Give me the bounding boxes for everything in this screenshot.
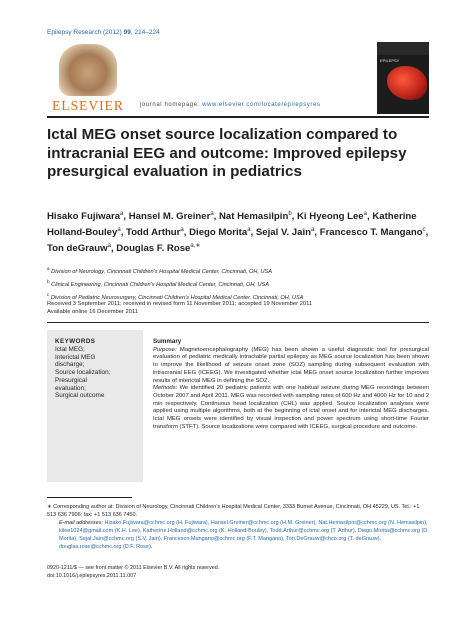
keywords-list	[55, 346, 135, 400]
publisher-logo	[47, 44, 129, 114]
journal-cover-image	[377, 42, 429, 114]
author-separator: ,	[213, 211, 219, 223]
keyword-item: Ictal MEG;	[55, 346, 85, 353]
doi-link[interactable]: doi:10.1016/j.eplepsyres.2011.11.007	[47, 572, 137, 579]
article-history	[47, 300, 429, 316]
author-name[interactable]: Hansel M. Greiner	[128, 211, 211, 223]
author-name[interactable]: Francesco T. Mangano	[319, 227, 423, 239]
author-name[interactable]: Todd Arthur	[126, 227, 181, 239]
cover-header-band	[377, 42, 429, 55]
header-divider	[47, 116, 429, 118]
online-date: Available online 16 December 2011	[47, 309, 138, 315]
author-separator: ,	[123, 211, 129, 223]
brain-image-icon	[387, 66, 427, 100]
author-separator: ,	[110, 243, 117, 255]
author-name[interactable]: Nat Hemasilpin	[219, 211, 289, 223]
keyword-item: Source localization;	[55, 369, 111, 377]
author-list	[47, 208, 429, 256]
affiliation-list	[47, 264, 429, 303]
keyword-item: Surgical outcome	[55, 392, 105, 400]
article-title: Ictal MEG onset source localization compared to intracranial EEG and outcome: Improved epilepsy presurgical evaluation in pediatrics	[47, 126, 407, 180]
affiliation-item: $^b$ Clinical Engineering, Cincinnati Children’s Hospital Medical Center, Cincinnati, OH, USA	[47, 278, 269, 288]
journal-homepage	[140, 102, 321, 108]
journal-volume: 99	[123, 29, 131, 36]
journal-citation-prefix: Epilepsy Research (2012)	[47, 29, 122, 36]
cover-title: EPILEPSY	[380, 58, 400, 63]
author-affiliation-mark: a	[180, 226, 184, 233]
affiliation-item: $^a$ Division of Neurology, Cincinnati Children’s Hospital Medical Center, Cincinnati, OH, USA	[47, 266, 272, 275]
author-separator: ,	[425, 227, 429, 239]
keywords-heading: KEYWORDS	[55, 338, 96, 345]
publisher-logo-text: ELSEVIER	[52, 98, 124, 113]
author-separator: ,	[183, 227, 190, 239]
corresponding-author-note: ∗ Corresponding author at: Division of Neurology, Cincinnati Children’s Hospital Medical Center, 3333 Burnet Avenue, Cincinnati, OH 45229, US. Tel.: +1 513 636 7906; fax: +1 513 636 7450.	[47, 504, 420, 519]
abstract-methods: Methods: We identified 20 pediatric patients with one habitual seizure during MEG recordings between October 2007 and April 2011. MEG was recorded with sampling rates of 600 Hz and 4000 Hz for 10 and 2 min respectively. Continuous head localization (CHL) was applied. Source localization analyses were applied using multiple algorithms, both at the beginning of ictal onset and for interictal MEG discharges. Ictal MEG onsets were identified by visual inspection and power spectrum using short-time Fourier transform (STFT). Source localizations were compared with ICEEG, surgical procedure and outcome.	[153, 385, 429, 430]
author-affiliation-mark: a	[311, 226, 315, 233]
abstract-divider	[47, 322, 429, 323]
email-addresses[interactable]: E-mail addresses: Hisako.Fujiwara@cchmc.org (H. Fujiwara), Hansel.Greiner@cchmc.org (H.M. Greiner), Nat.Hemasilpin@cchmc.org (N. Hemasilpin), kilee1024@gmail.com (K.H. Lee), Katherine.Holland@cchmc.org (K. Holland-Bouley), Todd.Arthur@cchmc.org (T. Arthur), Diego.Morita@cchmc.org (D. Morita), Sejal.Jain@cchmc.org (S.V. Jain), Francesco.Mangano@cchmc.org (F.T. Mangano), Ton.DeGrauw@chco.org (T. deGrauw), douglas.rose@cchmc.org (D.F. Rose).	[59, 520, 429, 551]
author-affiliation-mark: b	[288, 211, 292, 217]
author-separator: ,	[291, 211, 297, 223]
journal-pages: , 214–224	[130, 29, 160, 36]
author-affiliation-mark: a	[120, 211, 124, 217]
homepage-label: journal homepage:	[140, 102, 203, 108]
author-affiliation-mark: a	[210, 211, 214, 217]
author-affiliation-mark: a	[117, 226, 121, 233]
author-affiliation-mark: a,∗	[190, 242, 201, 249]
author-name[interactable]: Sejal V. Jain	[255, 227, 312, 239]
homepage-link[interactable]: www.elsevier.com/locate/epilepsyres	[202, 102, 321, 108]
author-name[interactable]: Ki Hyeong Lee	[297, 211, 364, 223]
tree-icon	[59, 44, 117, 96]
author-name[interactable]: Hisako Fujiwara	[47, 211, 121, 223]
author-name[interactable]: Diego Morita	[189, 227, 248, 239]
received-dates: Received 3 September 2011; received in revised form 11 November 2011; accepted 19 November 2011	[47, 301, 313, 307]
affiliation-item: $^c$ Division of Pediatric Neurosurgery, Cincinnati Children’s Hospital Medical Center, Cincinnati, OH, USA	[47, 291, 304, 301]
footnotes	[47, 503, 429, 552]
author-affiliation-mark: c	[422, 226, 426, 233]
author-affiliation-mark: a	[363, 211, 367, 217]
author-name[interactable]: Ton deGrauw	[47, 243, 108, 255]
summary-heading: Summary	[153, 338, 182, 345]
keyword-item: Presurgical	[55, 376, 87, 384]
abstract-purpose: Purpose: Magnetoencephalography (MEG) has been shown a useful diagnostic tool for presurgical evaluation of pediatric medically intractable partial epilepsy as MEG source localization has been shown to improve the likelihood of seizure onset zone (SOZ) sampling during subsequent evaluation with intracranial EEG (ICEEG). We investigated whether ictal MEG onset source localization further improves results of interictal MEG in defining the SOZ.	[153, 346, 429, 384]
author-separator: ,	[250, 227, 256, 239]
author-affiliation-mark: a	[247, 226, 251, 233]
keyword-item: Interictal MEG	[55, 353, 96, 361]
footnote-divider	[47, 497, 132, 498]
keyword-item: evaluation;	[55, 384, 86, 392]
author-separator: ,	[120, 227, 127, 239]
abstract	[153, 338, 429, 431]
author-separator: ,	[366, 211, 373, 223]
author-name[interactable]: Katherine Holland-Bouley	[47, 211, 417, 239]
copyright-info	[47, 565, 429, 580]
issn-copyright: 0920-1211/$ — see front matter © 2011 Elsevier B.V. All rights reserved.	[47, 565, 220, 571]
keyword-item: discharge;	[55, 361, 85, 369]
journal-reference[interactable]	[47, 29, 160, 36]
author-name[interactable]: Douglas F. Rose	[116, 243, 191, 255]
author-affiliation-mark: a	[107, 242, 111, 249]
author-separator: ,	[314, 227, 320, 239]
keywords-box	[47, 330, 143, 482]
